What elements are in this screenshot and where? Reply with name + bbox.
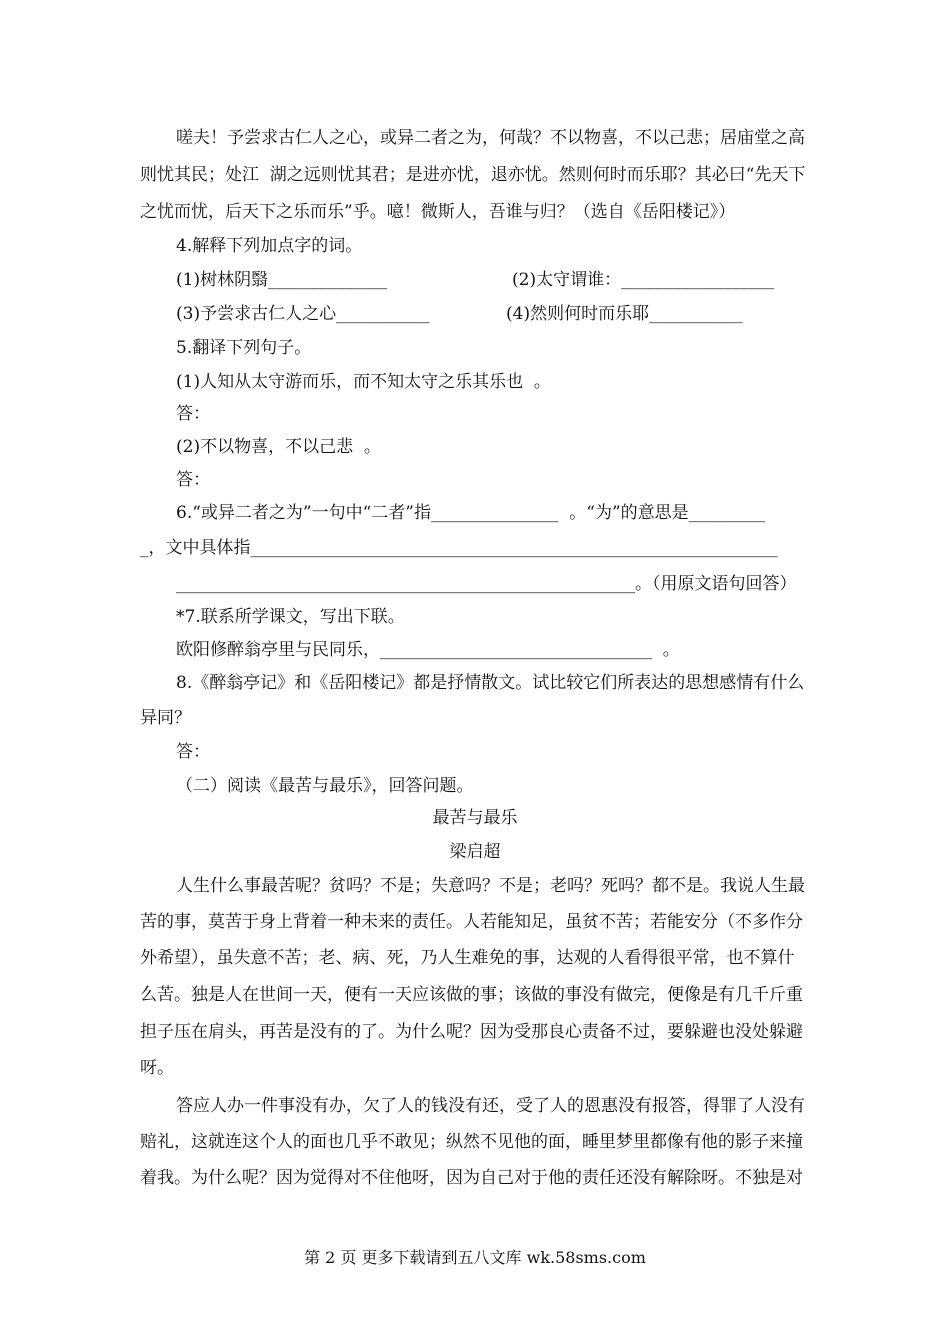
- essay-line: 赔礼，这就连这个人的面也几乎不敢见；纵然不见他的面，睡里梦里都像有他的影子来撞: [140, 1132, 803, 1152]
- question-4-item-3: (3)予尝求古仁人之心___________: [176, 304, 430, 324]
- essay-line: 答应人办一件事没有办，欠了人的钱没有还，受了人的恩惠没有报答，得罪了人没有: [176, 1096, 805, 1116]
- question-7-line: 欧阳修醉翁亭里与民同乐，________________________________ 。: [176, 640, 680, 660]
- question-8-line-1: 8.《醉翁亭记》和《岳阳楼记》都是抒情散文。试比较它们所表达的思想感情有什么: [176, 673, 805, 693]
- essay-line: 外希望），虽失意不苦；老、病、死，乃人生难免的事，达观的人看得很平常，也不算什: [140, 948, 795, 968]
- question-4-item-1: (1)树林阴翳______________: [176, 270, 388, 290]
- essay-line: 人生什么事最苦呢？贫吗？不是；失意吗？不是；老吗？死吗？都不是。我说人生最: [176, 876, 805, 896]
- question-5-answer-1: 答：: [176, 404, 210, 424]
- question-8-answer: 答：: [176, 742, 210, 762]
- question-8-line-2: 异同？: [140, 708, 191, 728]
- essay-line: 呀。: [140, 1058, 174, 1078]
- section-heading: （二）阅读《最苦与最乐》，回答问题。: [176, 776, 474, 796]
- passage-line: 之忧而忧，后天下之乐而乐”乎。噫！微斯人，吾谁与归？（选自《岳阳楼记》）: [140, 202, 736, 222]
- question-6-line-3: ______________________________________________________。（用原文语句回答）: [176, 574, 797, 594]
- question-4-item-4: (4)然则何时而乐耶___________: [506, 304, 743, 324]
- essay-title: 最苦与最乐: [432, 808, 518, 828]
- essay-line: 担子压在肩头，再苦是没有的了。为什么呢？因为受那良心责备不过，要躲避也没处躲避: [140, 1022, 803, 1042]
- essay-author: 梁启超: [449, 842, 501, 862]
- question-6-line-2: _，文中具体指______________________________________________________________: [140, 538, 778, 558]
- question-7-title: *7.联系所学课文，写出下联。: [176, 607, 405, 627]
- passage-line: 嗟夫！予尝求古仁人之心，或异二者之为，何哉？不以物喜，不以己悲；居庙堂之高: [176, 128, 805, 148]
- passage-line: 则忧其民；处江 湖之远则忧其君；是进亦忧，退亦忧。然则何时而乐耶？其必曰“先天下: [140, 165, 806, 185]
- question-4-item-2: (2)太守谓谁：__________________: [512, 270, 775, 290]
- question-4-title: 4.解释下列加点字的词。: [176, 236, 363, 256]
- question-5-answer-2: 答：: [176, 470, 210, 490]
- question-5-sentence-1: (1)人知从太守游而乐，而不知太守之乐其乐也 。: [176, 372, 551, 392]
- question-5-title: 5.翻译下列句子。: [176, 338, 312, 358]
- essay-line: 苦的事，莫苦于身上背着一种未来的责任。人若能知足，虽贫不苦；若能安分（不多作分: [140, 912, 803, 932]
- question-6-line-1: 6.“或异二者之为”一句中“二者”指_______________ 。“为”的意思是_________: [176, 503, 766, 523]
- essay-line: 着我。为什么呢？因为觉得对不住他呀，因为自己对于他的责任还没有解除呀。不独是对: [140, 1168, 803, 1188]
- question-5-sentence-2: (2)不以物喜，不以己悲 。: [176, 437, 381, 457]
- page-footer: 第 2 页 更多下载请到五八文库 wk.58sms.com: [304, 1248, 646, 1267]
- essay-line: 么苦。独是人在世间一天，便有一天应该做的事；该做的事没有做完，便像是有几千斤重: [140, 985, 803, 1005]
